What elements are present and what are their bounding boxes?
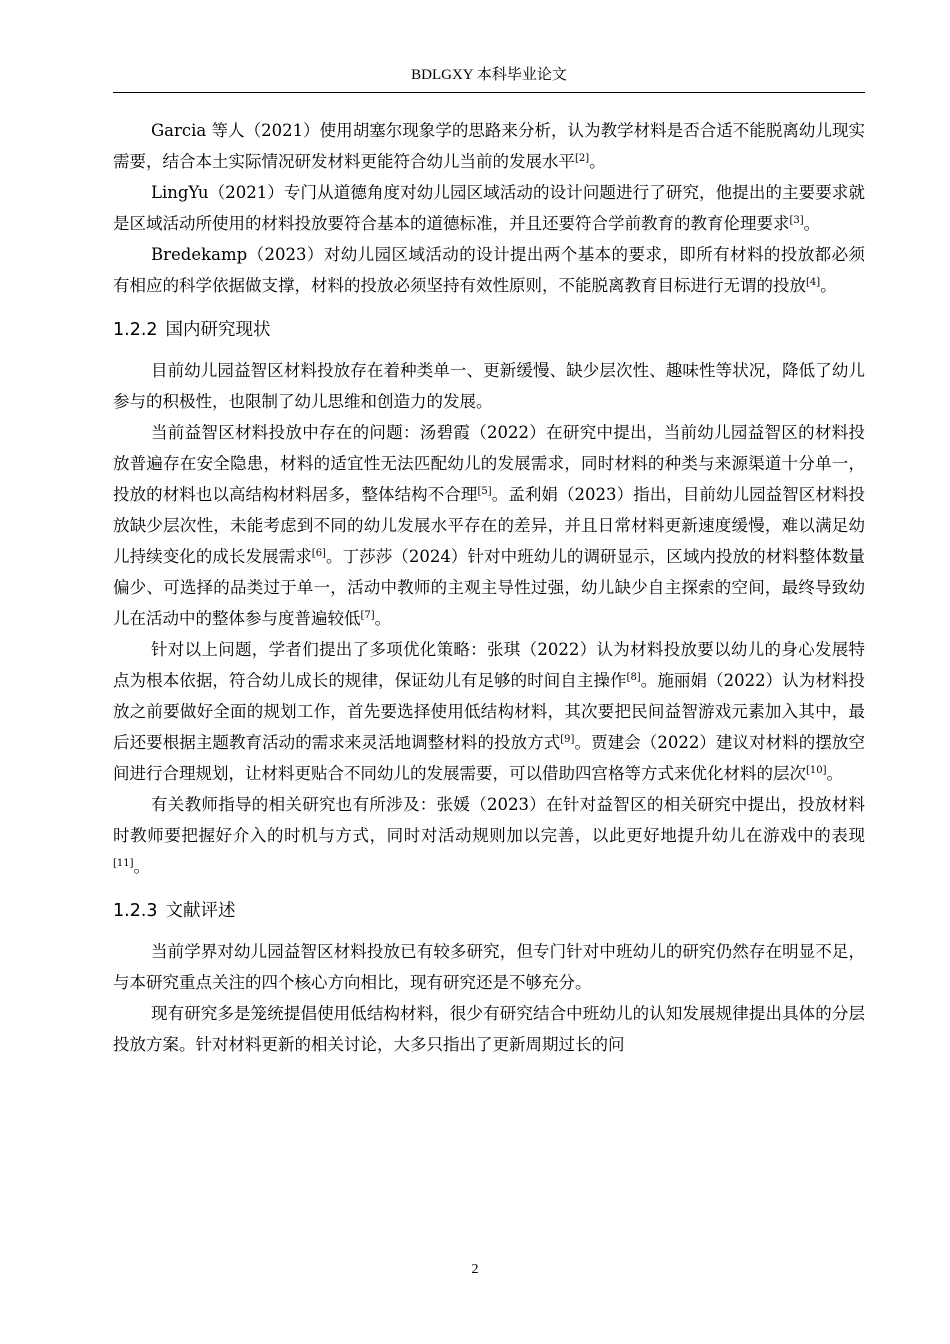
- paragraph-domestic-problems: 当前益智区材料投放中存在的问题：汤碧霞（2022）在研究中提出，当前幼儿园益智区的材料投放普遍存在安全隐患，材料的适宜性无法匹配幼儿的发展需求，同时材料的种类与来源渠道十分单一，投放的材料也以高结构材料居多，整体结构不合理[5]。孟利娟（2023）指出，目前幼儿园益智区材料投放缺少层次性，未能考虑到不同的幼儿发展水平存在的差异，并且日常材料更新速度缓慢，难以满足幼儿持续变化的成长发展需求[6]。丁莎莎（2024）针对中班幼儿的调研显示，区域内投放的材料整体数量偏少、可选择的品类过于单一，活动中教师的主观主导性过强，幼儿缺少自主探索的空间，最终导致幼儿在活动中的整体参与度普遍较低[7]。: [113, 423, 865, 628]
- header-title: BDLGXY 本科毕业论文: [411, 67, 567, 83]
- paragraph-lingyu: LingYu（2021）专门从道德角度对幼儿园区域活动的设计问题进行了研究，他提出的主要要求就是区域活动所使用的材料投放要符合基本的道德标准，并且还要符合学前教育的教育伦理要求[3]。: [113, 183, 865, 233]
- paragraph-domestic-overview: 目前幼儿园益智区材料投放存在着种类单一、更新缓慢、缺少层次性、趣味性等状况，降低了幼儿参与的积极性，也限制了幼儿思维和创造力的发展。: [113, 361, 865, 411]
- paragraph-bredekamp: Bredekamp（2023）对幼儿园区域活动的设计提出两个基本的要求，即所有材料的投放都必须有相应的科学依据做支撑，材料的投放必须坚持有效性原则，不能脱离教育目标进行无谓的投放[4]。: [113, 245, 865, 295]
- paragraph-teacher-guidance: 有关教师指导的相关研究也有所涉及：张媛（2023）在针对益智区的相关研究中提出，投放材料时教师要把握好介入的时机与方式，同时对活动规则加以完善，以此更好地提升幼儿在游戏中的表现[11]。: [113, 795, 865, 876]
- citation-ref: [8]: [626, 672, 641, 683]
- document-body: [113, 115, 865, 1060]
- citation-ref: [3]: [789, 215, 804, 226]
- paragraph-domestic-strategies: 针对以上问题，学者们提出了多项优化策略：张琪（2022）认为材料投放要以幼儿的身心发展特点为根本依据，符合幼儿成长的规律，保证幼儿有足够的时间自主操作[8]。施丽娟（2022）认为材料投放之前要做好全面的规划工作，首先要选择使用低结构材料，其次要把民间益智游戏元素加入其中，最后还要根据主题教育活动的需求来灵活地调整材料的投放方式[9]。贾建会（2022）建议对材料的摆放空间进行合理规划，让材料更贴合不同幼儿的发展需要，可以借助四宫格等方式来优化材料的层次[10]。: [113, 640, 865, 783]
- citation-ref: [6]: [311, 548, 326, 559]
- section-number: 1.2.2: [113, 320, 158, 340]
- citation-ref: [11]: [113, 858, 134, 869]
- citation-ref: [9]: [560, 734, 575, 745]
- section-heading-1-2-2: [113, 315, 865, 345]
- citation-ref: [10]: [806, 765, 827, 776]
- citation-ref: [5]: [477, 486, 492, 497]
- citation-ref: [2]: [575, 153, 590, 164]
- paragraph-review-2: 现有研究多是笼统提倡使用低结构材料，很少有研究结合中班幼儿的认知发展规律提出具体的分层投放方案。针对材料更新的相关讨论，大多只指出了更新周期过长的问: [113, 1004, 865, 1054]
- citation-ref: [4]: [806, 277, 821, 288]
- section-title: 国内研究现状: [165, 320, 271, 340]
- paragraph-review-1: 当前学界对幼儿园益智区材料投放已有较多研究，但专门针对中班幼儿的研究仍然存在明显不足，与本研究重点关注的四个核心方向相比，现有研究还是不够充分。: [113, 942, 865, 992]
- section-heading-1-2-3: [113, 896, 865, 926]
- paragraph-garcia: Garcia 等人（2021）使用胡塞尔现象学的思路来分析，认为教学材料是否合适不能脱离幼儿现实需要，结合本土实际情况研发材料更能符合幼儿当前的发展水平[2]。: [113, 121, 865, 171]
- page-header: [113, 62, 865, 93]
- section-title: 文献评述: [165, 901, 236, 921]
- section-number: 1.2.3: [113, 901, 158, 921]
- citation-ref: [7]: [360, 610, 375, 621]
- page-number: 2: [471, 1262, 479, 1277]
